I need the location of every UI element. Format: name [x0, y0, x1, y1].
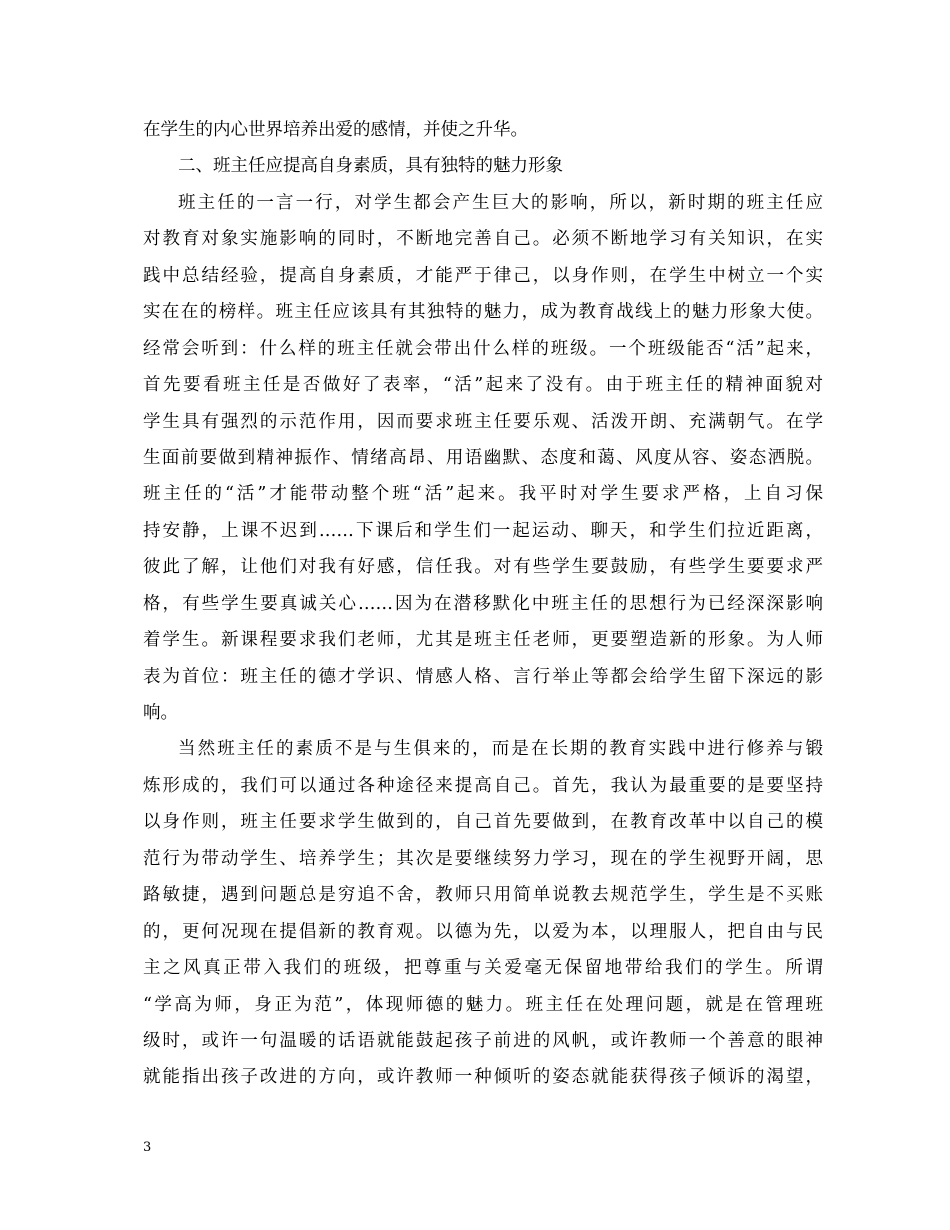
text-line: 二、班主任应提高自身素质，具有独特的魅力形象 [178, 156, 563, 177]
text-line: 持安静，上课不迟到……下课后和学生们一起运动、聊天，和学生们拉近距离， [143, 520, 823, 541]
text-line: 以身作则，班主任要求学生做到的，自己首先要做到，在教育改革中以自己的模 [143, 812, 823, 833]
text-line: 的，更何况现在提倡新的教育观。以德为先，以爱为本，以理服人，把自由与民 [143, 921, 823, 942]
text-line: 班主任的“活”才能带动整个班“活”起来。我平时对学生要求严格，上自习保 [143, 484, 823, 505]
text-line: 经常会听到：什么样的班主任就会带出什么样的班级。一个班级能否“活”起来， [143, 338, 823, 359]
text-line: 对教育对象实施影响的同时，不断地完善自己。必须不断地学习有关知识，在实 [143, 229, 823, 250]
text-line: 着学生。新课程要求我们老师，尤其是班主任老师，更要塑造新的形象。为人师 [143, 630, 823, 651]
text-line: 路敏捷，遇到问题总是穷追不舍，教师只用简单说教去规范学生，学生是不买账 [143, 885, 823, 906]
text-line: 表为首位：班主任的德才学识、情感人格、言行举止等都会给学生留下深远的影 [143, 666, 823, 687]
text-line: 范行为带动学生、培养学生；其次是要继续努力学习，现在的学生视野开阔，思 [143, 848, 823, 869]
text-line: “学高为师，身正为范”，体现师德的魅力。班主任在处理问题，就是在管理班 [143, 994, 823, 1015]
text-line: 炼形成的，我们可以通过各种途径来提高自己。首先，我认为最重要的是要坚持 [143, 775, 823, 796]
text-line: 就能指出孩子改进的方向，或许教师一种倾听的姿态就能获得孩子倾诉的渴望， [143, 1067, 823, 1088]
page-number: 3 [143, 1140, 152, 1155]
body-text [143, 112, 823, 1096]
text-line: 彼此了解，让他们对我有好感，信任我。对有些学生要鼓励，有些学生要要求严 [143, 557, 823, 578]
text-line: 生面前要做到精神振作、情绪高昂、用语幽默、态度和蔼、风度从容、姿态洒脱。 [143, 447, 823, 468]
text-line: 在学生的内心世界培养出爱的感情，并使之升华。 [143, 120, 528, 140]
text-line: 响。 [143, 703, 178, 723]
text-line: 实在在的榜样。班主任应该具有其独特的魅力，成为教育战线上的魅力形象大使。 [143, 302, 823, 323]
text-line: 学生具有强烈的示范作用，因而要求班主任要乐观、活泼开朗、充满朝气。在学 [143, 411, 823, 432]
text-line: 当然班主任的素质不是与生俱来的，而是在长期的教育实践中进行修养与锻 [178, 739, 823, 760]
text-line: 践中总结经验，提高自身素质，才能严于律己，以身作则，在学生中树立一个实 [143, 265, 823, 286]
text-line: 级时，或许一句温暖的话语就能鼓起孩子前进的风帆，或许教师一个善意的眼神 [143, 1030, 823, 1051]
text-line: 格，有些学生要真诚关心……因为在潜移默化中班主任的思想行为已经深深影响 [143, 593, 823, 614]
text-line: 首先要看班主任是否做好了表率，“活”起来了没有。由于班主任的精神面貌对 [143, 375, 823, 396]
text-line: 主之风真正带入我们的班级，把尊重与关爱毫无保留地带给我们的学生。所谓 [143, 958, 823, 979]
text-line: 班主任的一言一行，对学生都会产生巨大的影响，所以，新时期的班主任应 [178, 192, 823, 213]
